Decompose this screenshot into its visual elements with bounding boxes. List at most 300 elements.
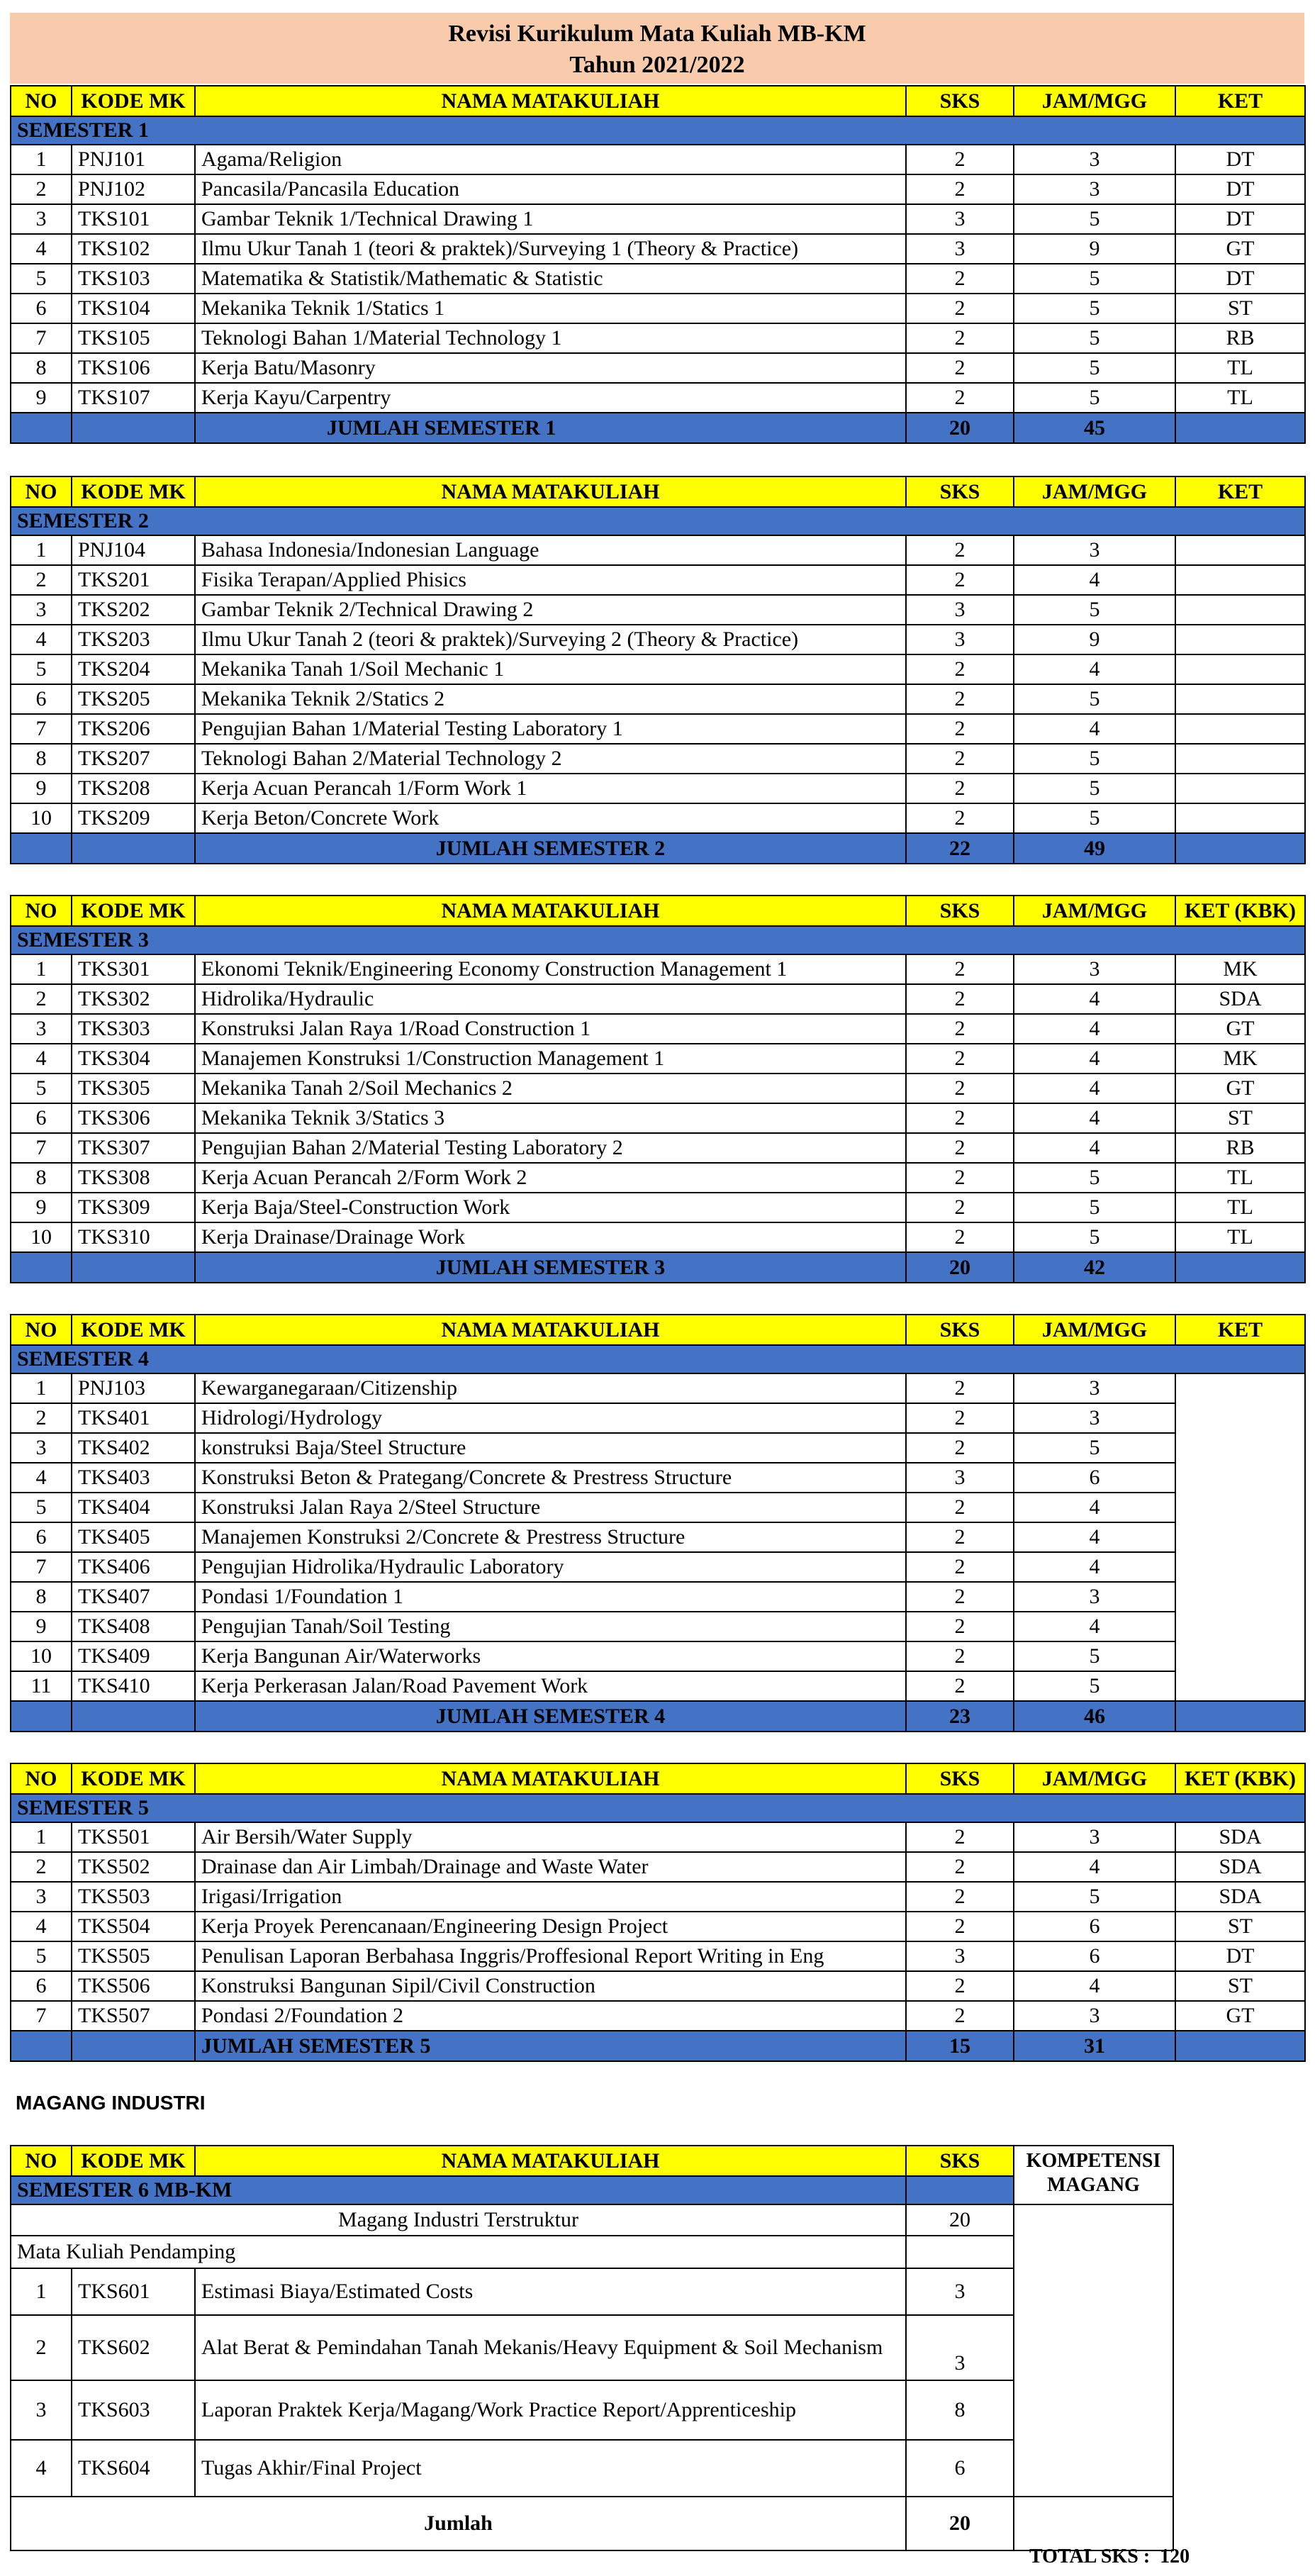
course-ket [1175,803,1305,833]
course-sks: 2 [906,1163,1014,1193]
course-sks: 2 [906,984,1014,1014]
semester-table [10,1763,1306,2062]
course-sks: 2 [906,1822,1014,1852]
course-code: TKS107 [72,383,195,413]
course-no: 6 [11,684,72,714]
jumlah-kompetensi-cell [1014,2497,1173,2550]
course-row [11,2001,1305,2031]
course-jam: 9 [1014,234,1175,264]
course-sks: 2 [906,1433,1014,1463]
course-name: Irigasi/Irrigation [195,1882,906,1912]
course-jam: 5 [1014,1163,1175,1193]
course-no: 4 [11,1912,72,1941]
course-row [11,565,1305,595]
course-ket [1175,535,1305,565]
course-no: 3 [11,1882,72,1912]
course-code: TKS206 [72,714,195,744]
course-sks: 3 [906,595,1014,625]
course-jam: 6 [1014,1941,1175,1971]
header-sks: SKS [906,476,1014,507]
course-ket: SDA [1175,1882,1305,1912]
course-jam: 6 [1014,1912,1175,1941]
course-name: Hidrolika/Hydraulic [195,984,906,1014]
course-name: Drainase dan Air Limbah/Drainage and Waste Water [195,1852,906,1882]
course-no: 2 [11,174,72,204]
course-no: 4 [11,625,72,654]
course-code: TKS301 [72,954,195,984]
course-no: 10 [11,803,72,833]
course-ket [1175,654,1305,684]
course-no: 7 [11,714,72,744]
page-title: Revisi Kurikulum Mata Kuliah MB-KM [448,21,866,47]
header-kompetensi-magang: KOMPETENSI MAGANG [1014,2146,1173,2204]
course-no: 1 [11,1373,72,1403]
jumlah-label: Jumlah [11,2497,906,2550]
course-no: 3 [11,595,72,625]
course-row [11,1641,1305,1671]
s6-row-no: 2 [11,2315,72,2380]
course-name: Ilmu Ukur Tanah 2 (teori & praktek)/Surveying 2 (Theory & Practice) [195,625,906,654]
course-ket: DT [1175,264,1305,294]
course-name: Matematika & Statistik/Mathematic & Statistic [195,264,906,294]
course-code: TKS205 [72,684,195,714]
s6-row-no: 1 [11,2268,72,2315]
course-name: Teknologi Bahan 2/Material Technology 2 [195,744,906,774]
course-jam: 3 [1014,174,1175,204]
course-sks: 2 [906,1133,1014,1163]
header-sks: SKS [906,86,1014,116]
course-name: Manajemen Konstruksi 1/Construction Management 1 [195,1044,906,1074]
course-sks: 2 [906,1671,1014,1701]
course-no: 3 [11,204,72,234]
course-jam: 3 [1014,1403,1175,1433]
course-code: PNJ104 [72,535,195,565]
course-row [11,1941,1305,1971]
course-sks: 2 [906,744,1014,774]
total-jam: 49 [1014,833,1175,864]
course-name: Mekanika Tanah 2/Soil Mechanics 2 [195,1074,906,1103]
semester-total-row [11,1701,1305,1732]
course-sks: 2 [906,565,1014,595]
semester-label: SEMESTER 1 [11,116,1305,145]
course-jam: 4 [1014,1552,1175,1582]
course-code: TKS306 [72,1103,195,1133]
total-sks [1029,2546,1190,2568]
course-row [11,1671,1305,1701]
course-jam: 5 [1014,294,1175,323]
course-row [11,1044,1305,1074]
course-jam: 5 [1014,383,1175,413]
header-sks: SKS [906,896,1014,926]
course-name: Kerja Drainase/Drainage Work [195,1222,906,1252]
course-sks: 2 [906,1014,1014,1044]
header-no: NO [11,476,72,507]
course-sks: 2 [906,1641,1014,1671]
course-name: konstruksi Baja/Steel Structure [195,1433,906,1463]
total-ket [1175,2031,1305,2061]
course-ket [1175,595,1305,625]
course-row [11,234,1305,264]
course-no: 10 [11,1641,72,1671]
course-sks: 2 [906,1493,1014,1522]
course-sks: 2 [906,1074,1014,1103]
course-no: 9 [11,774,72,803]
course-code: TKS402 [72,1433,195,1463]
course-code: TKS105 [72,323,195,353]
course-no: 1 [11,954,72,984]
course-jam: 3 [1014,1582,1175,1612]
course-name: Konstruksi Beton & Prategang/Concrete & Prestress Structure [195,1463,906,1493]
header-no: NO [11,2146,72,2176]
total-blank [72,2031,195,2061]
total-sks: 23 [906,1701,1014,1732]
course-sks: 2 [906,684,1014,714]
semester-label: SEMESTER 3 [11,926,1305,954]
course-jam: 5 [1014,353,1175,383]
course-name: Ilmu Ukur Tanah 1 (teori & praktek)/Surveying 1 (Theory & Practice) [195,234,906,264]
course-row [11,1522,1305,1552]
total-label: JUMLAH SEMESTER 5 [195,2031,906,2061]
course-sks: 2 [906,1912,1014,1941]
course-sks: 2 [906,535,1014,565]
course-jam: 4 [1014,714,1175,744]
s6-row-kode: TKS602 [72,2315,195,2380]
course-code: TKS401 [72,1403,195,1433]
magang-terstruktur-label: Magang Industri Terstruktur [11,2204,906,2236]
course-no: 7 [11,1552,72,1582]
course-ket: TL [1175,1163,1305,1193]
course-jam: 5 [1014,1882,1175,1912]
header-kode: KODE MK [72,476,195,507]
semester-table [10,476,1306,864]
course-code: TKS103 [72,264,195,294]
course-row [11,535,1305,565]
course-code: TKS404 [72,1493,195,1522]
course-sks: 3 [906,204,1014,234]
course-ket: GT [1175,1014,1305,1044]
header-ket: KET [1175,1315,1305,1345]
course-code: TKS408 [72,1612,195,1641]
course-no: 6 [11,1522,72,1552]
header-ket: KET (KBK) [1175,1763,1305,1794]
total-ket [1175,1252,1305,1283]
course-no: 8 [11,744,72,774]
course-no: 11 [11,1671,72,1701]
course-code: TKS304 [72,1044,195,1074]
course-code: TKS101 [72,204,195,234]
header-kode: KODE MK [72,1763,195,1794]
course-no: 5 [11,1074,72,1103]
header-sks: SKS [906,1315,1014,1345]
header-jam: JAM/MGG [1014,476,1175,507]
course-ket: ST [1175,294,1305,323]
course-row [11,1463,1305,1493]
total-sks-value: 120 [1160,2546,1190,2567]
course-ket: SDA [1175,1852,1305,1882]
jumlah-sks: 20 [906,2497,1014,2550]
total-ket [1175,1701,1305,1732]
course-sks: 2 [906,654,1014,684]
total-label: JUMLAH SEMESTER 1 [195,413,906,443]
course-sks: 2 [906,1552,1014,1582]
course-sks: 2 [906,1222,1014,1252]
header-nama: NAMA MATAKULIAH [195,2146,906,2176]
course-ket: TL [1175,1193,1305,1222]
semester-table [10,1314,1306,1732]
course-no: 1 [11,1822,72,1852]
s6-row-sks: 6 [906,2440,1014,2497]
course-name: Konstruksi Jalan Raya 2/Steel Structure [195,1493,906,1522]
total-sks: 20 [906,413,1014,443]
course-row [11,595,1305,625]
course-row [11,714,1305,744]
course-row [11,1222,1305,1252]
course-sks: 2 [906,1582,1014,1612]
course-no: 4 [11,234,72,264]
course-code: TKS305 [72,1074,195,1103]
course-code: TKS405 [72,1522,195,1552]
course-ket: DT [1175,204,1305,234]
course-sks: 3 [906,625,1014,654]
semester-label: SEMESTER 2 [11,507,1305,535]
course-name: Hidrologi/Hydrology [195,1403,906,1433]
course-code: TKS302 [72,984,195,1014]
total-label: JUMLAH SEMESTER 2 [195,833,906,864]
course-ket [1175,565,1305,595]
total-label: JUMLAH SEMESTER 4 [195,1701,906,1732]
course-ket: GT [1175,2001,1305,2031]
course-code: TKS403 [72,1463,195,1493]
magang-section-label: MAGANG INDUSTRI [16,2092,206,2114]
course-row [11,684,1305,714]
course-jam: 3 [1014,2001,1175,2031]
pendamping-sks [906,2236,1014,2268]
course-no: 2 [11,1403,72,1433]
course-row [11,1582,1305,1612]
course-row [11,1014,1305,1044]
course-ket: ST [1175,1971,1305,2001]
header-jam: JAM/MGG [1014,1315,1175,1345]
course-jam: 3 [1014,145,1175,174]
course-code: TKS102 [72,234,195,264]
s6-row-kode: TKS603 [72,2380,195,2440]
course-no: 5 [11,264,72,294]
header-no: NO [11,86,72,116]
course-name: Bahasa Indonesia/Indonesian Language [195,535,906,565]
course-name: Fisika Terapan/Applied Phisics [195,565,906,595]
course-name: Kerja Baja/Steel-Construction Work [195,1193,906,1222]
course-row [11,174,1305,204]
course-ket: TL [1175,383,1305,413]
total-jam: 31 [1014,2031,1175,2061]
course-jam: 4 [1014,1074,1175,1103]
course-row [11,294,1305,323]
semester-total-row [11,413,1305,443]
course-row [11,1912,1305,1941]
course-jam: 5 [1014,1433,1175,1463]
course-name: Kerja Perkerasan Jalan/Road Pavement Work [195,1671,906,1701]
course-row [11,1373,1305,1403]
total-blank [11,2031,72,2061]
course-name: Pengujian Bahan 1/Material Testing Laboratory 1 [195,714,906,744]
header-jam: JAM/MGG [1014,896,1175,926]
course-name: Mekanika Teknik 3/Statics 3 [195,1103,906,1133]
course-code: PNJ101 [72,145,195,174]
course-sks: 2 [906,1373,1014,1403]
semester-label: SEMESTER 4 [11,1345,1305,1373]
course-sks: 2 [906,145,1014,174]
course-code: TKS303 [72,1014,195,1044]
page-year: Tahun 2021/2022 [569,52,745,78]
course-row [11,1163,1305,1193]
semester-total-row [11,2031,1305,2061]
course-ket: GT [1175,234,1305,264]
course-jam: 5 [1014,204,1175,234]
course-row [11,353,1305,383]
semester-table [10,85,1306,444]
total-jam: 42 [1014,1252,1175,1283]
course-no: 9 [11,1612,72,1641]
course-sks: 3 [906,234,1014,264]
course-row [11,1882,1305,1912]
s6-row-kode: TKS601 [72,2268,195,2315]
course-sks: 2 [906,383,1014,413]
course-ket [1175,714,1305,744]
course-ket: MK [1175,954,1305,984]
course-ket: TL [1175,1222,1305,1252]
s6-row-sks: 8 [906,2380,1014,2440]
course-code: TKS207 [72,744,195,774]
course-sks: 2 [906,1403,1014,1433]
course-jam: 4 [1014,1103,1175,1133]
course-code: TKS504 [72,1912,195,1941]
course-row [11,654,1305,684]
course-no: 6 [11,1103,72,1133]
course-name: Kewarganegaraan/Citizenship [195,1373,906,1403]
course-name: Pengujian Hidrolika/Hydraulic Laboratory [195,1552,906,1582]
course-code: PNJ102 [72,174,195,204]
course-name: Gambar Teknik 2/Technical Drawing 2 [195,595,906,625]
course-sks: 2 [906,954,1014,984]
course-name: Teknologi Bahan 1/Material Technology 1 [195,323,906,353]
course-jam: 6 [1014,1463,1175,1493]
semester-6-label: SEMESTER 6 MB-KM [11,2176,906,2204]
course-jam: 5 [1014,264,1175,294]
course-code: TKS208 [72,774,195,803]
course-name: Kerja Bangunan Air/Waterworks [195,1641,906,1671]
total-sks: 20 [906,1252,1014,1283]
course-row [11,383,1305,413]
kompetensi-magang-cell [1014,2204,1173,2497]
s6-row-sks: 3 [906,2268,1014,2315]
course-name: Konstruksi Bangunan Sipil/Civil Construction [195,1971,906,2001]
course-no: 1 [11,145,72,174]
course-name: Kerja Beton/Concrete Work [195,803,906,833]
course-ket [1175,1373,1305,1701]
course-name: Pancasila/Pancasila Education [195,174,906,204]
course-row [11,1852,1305,1882]
course-name: Pondasi 2/Foundation 2 [195,2001,906,2031]
course-ket: SDA [1175,984,1305,1014]
course-code: TKS308 [72,1163,195,1193]
course-no: 6 [11,294,72,323]
course-no: 7 [11,2001,72,2031]
course-row [11,625,1305,654]
header-nama: NAMA MATAKULIAH [195,476,906,507]
total-blank [72,1701,195,1732]
course-jam: 5 [1014,1641,1175,1671]
course-row [11,1433,1305,1463]
course-name: Ekonomi Teknik/Engineering Economy Construction Management 1 [195,954,906,984]
course-no: 8 [11,1582,72,1612]
course-row [11,1074,1305,1103]
course-no: 7 [11,323,72,353]
course-ket: GT [1175,1074,1305,1103]
semester-label: SEMESTER 5 [11,1794,1305,1822]
course-code: TKS307 [72,1133,195,1163]
course-no: 5 [11,654,72,684]
header-nama: NAMA MATAKULIAH [195,1315,906,1345]
total-ket [1175,413,1305,443]
course-no: 6 [11,1971,72,2001]
course-jam: 9 [1014,625,1175,654]
total-jam: 46 [1014,1701,1175,1732]
header-kode: KODE MK [72,1315,195,1345]
total-blank [72,833,195,864]
course-jam: 5 [1014,1193,1175,1222]
course-sks: 2 [906,774,1014,803]
course-code: TKS309 [72,1193,195,1222]
course-name: Mekanika Tanah 1/Soil Mechanic 1 [195,654,906,684]
course-jam: 4 [1014,1971,1175,2001]
course-jam: 4 [1014,1612,1175,1641]
header-ket: KET [1175,86,1305,116]
course-sks: 2 [906,294,1014,323]
magang-terstruktur-sks: 20 [906,2204,1014,2236]
header-jam: JAM/MGG [1014,86,1175,116]
course-jam: 4 [1014,565,1175,595]
course-ket: RB [1175,323,1305,353]
course-sks: 3 [906,1941,1014,1971]
course-jam: 4 [1014,1852,1175,1882]
course-no: 5 [11,1941,72,1971]
course-code: TKS209 [72,803,195,833]
course-row [11,744,1305,774]
header-ket: KET [1175,476,1305,507]
course-name: Agama/Religion [195,145,906,174]
total-blank [11,1701,72,1732]
course-jam: 5 [1014,774,1175,803]
semester-6-table [10,2145,1174,2551]
course-no: 3 [11,1014,72,1044]
total-ket [1175,833,1305,864]
course-sks: 2 [906,174,1014,204]
course-name: Air Bersih/Water Supply [195,1822,906,1852]
course-no: 2 [11,1852,72,1882]
course-name: Kerja Acuan Perancah 1/Form Work 1 [195,774,906,803]
course-jam: 5 [1014,595,1175,625]
course-code: TKS201 [72,565,195,595]
course-sks: 3 [906,1463,1014,1493]
s6-row-nama: Alat Berat & Pemindahan Tanah Mekanis/Heavy Equipment & Soil Mechanism [195,2315,906,2380]
header-nama: NAMA MATAKULIAH [195,896,906,926]
course-code: TKS202 [72,595,195,625]
course-name: Konstruksi Jalan Raya 1/Road Construction 1 [195,1014,906,1044]
course-code: TKS106 [72,353,195,383]
course-row [11,1193,1305,1222]
course-no: 9 [11,383,72,413]
course-no: 4 [11,1044,72,1074]
